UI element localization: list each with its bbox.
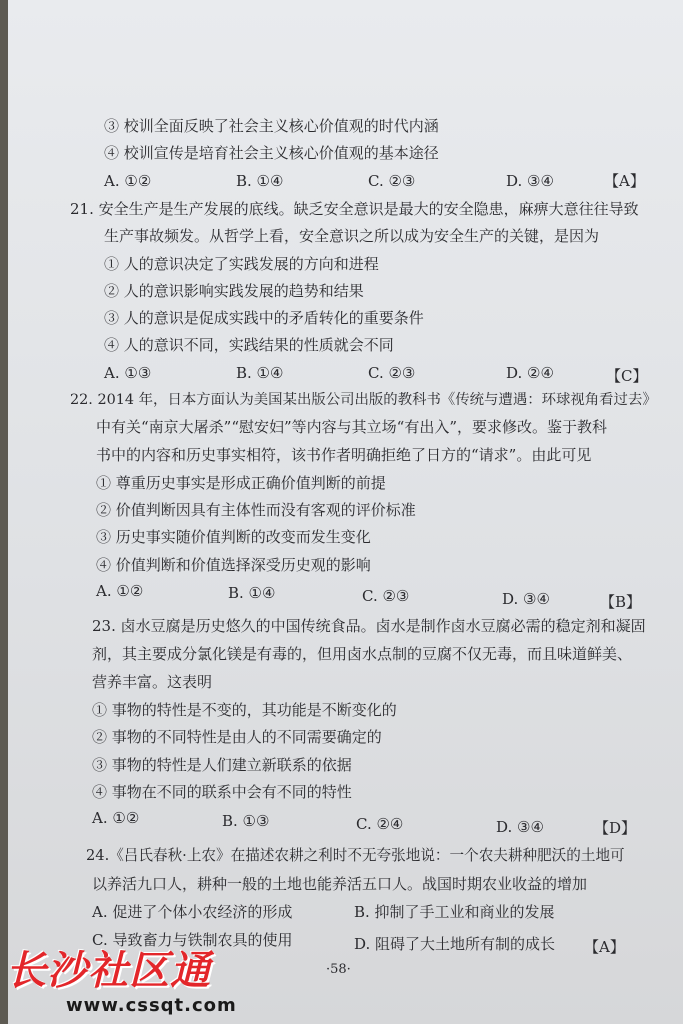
q22-item-1: ① 尊重历史事实是形成正确价值判断的前提 [96,474,386,492]
q21-stem-line-1: 21. 安全生产是生产发展的底线。缺乏安全意识是最大的安全隐患，麻痹大意往往导致 [70,200,639,218]
q23-option-d: D. ③④ [496,818,544,836]
q21-item-3: ③ 人的意识是促成实践中的矛盾转化的重要条件 [104,309,424,327]
q22-item-2: ② 价值判断因具有主体性而没有客观的评价标准 [96,501,416,519]
q22-stem-line-1: 22. 2014 年，日本方面认为美国某出版公司出版的教科书《传统与遭遇：环球视角看过去》 [70,392,657,408]
site-watermark [6,948,236,1018]
exam-page [8,0,683,1024]
watermark-url: www.cssqt.com [66,995,237,1016]
q23-item-4: ④ 事物在不同的联系中会有不同的特性 [92,783,352,801]
q21-option-b: B. ①④ [236,364,284,382]
q21-stem-line-2: 生产事故频发。从哲学上看，安全意识之所以成为安全生产的关键，是因为 [104,227,600,245]
q20-item-4: ④ 校训宣传是培育社会主义核心价值观的基本途径 [104,144,439,162]
q20-option-b: B. ①④ [236,172,284,190]
q23-option-c: C. ②④ [356,815,404,833]
q22-stem-line-3: 书中的内容和历史事实相符，该书作者明确拒绝了日方的“请求”。由此可见 [96,446,592,464]
q22-answer: 【B】 [600,593,642,611]
q20-option-c: C. ②③ [368,172,416,190]
q21-item-1: ① 人的意识决定了实践发展的方向和进程 [104,255,379,273]
q24-stem-line-1: 24.《吕氏春秋·上农》在描述农耕之利时不无夸张地说：一个农夫耕种肥沃的土地可 [86,847,625,864]
q21-option-c: C. ②③ [368,364,416,382]
q22-option-b: B. ①④ [228,584,276,602]
q23-item-2: ② 事物的不同特性是由人的不同需要确定的 [92,728,382,746]
q21-item-2: ② 人的意识影响实践发展的趋势和结果 [104,282,364,300]
q20-item-3: ③ 校训全面反映了社会主义核心价值观的时代内涵 [104,117,439,135]
q20-option-d: D. ③④ [506,172,554,190]
q24-option-b: B. 抑制了手工业和商业的发展 [354,903,555,921]
q21-option-a: A. ①③ [104,364,152,382]
q24-answer: 【A】 [584,938,625,956]
q24-option-a: A. 促进了个体小农经济的形成 [92,903,293,921]
q23-item-1: ① 事物的特性是不变的，其功能是不断变化的 [92,701,397,719]
watermark-logo-text: 长沙社区通 [6,948,211,994]
q23-stem-line-2: 剂，其主要成分氯化镁是有毒的，但用卤水点制的豆腐不仅无毒，而且味道鲜美、 [92,645,633,663]
q22-item-3: ③ 历史事实随价值判断的改变而发生变化 [96,528,371,546]
q24-stem-line-2: 以养活九口人，耕种一般的土地也能养活五口人。战国时期农业收益的增加 [92,875,588,893]
q22-stem-line-2: 中有关“南京大屠杀”“慰安妇”等内容与其立场“有出入”，要求修改。鉴于教科 [96,418,608,436]
q23-stem-line-3: 营养丰富。这表明 [92,673,213,691]
q20-option-a: A. ①② [104,172,152,190]
q23-stem-line-1: 23. 卤水豆腐是历史悠久的中国传统食品。卤水是制作卤水豆腐必需的稳定剂和凝固 [92,617,646,635]
q21-option-d: D. ②④ [506,364,554,382]
q22-option-d: D. ③④ [502,590,550,608]
q22-option-a: A. ①② [96,582,144,600]
q23-answer: 【D】 [594,819,637,837]
q21-answer: 【C】 [606,367,648,385]
q24-option-d: D. 阻碍了大土地所有制的成长 [354,935,556,953]
page-number: ·58· [326,962,351,977]
q22-item-4: ④ 价值判断和价值选择深受历史观的影响 [96,556,371,574]
q23-option-a: A. ①② [92,809,140,827]
q21-item-4: ④ 人的意识不同，实践结果的性质就会不同 [104,336,394,354]
q23-item-3: ③ 事物的特性是人们建立新联系的依据 [92,756,352,774]
q23-option-b: B. ①③ [222,812,270,830]
q22-option-c: C. ②③ [362,587,410,605]
q24-option-c: C. 导致畜力与铁制农具的使用 [92,931,293,949]
q20-answer: 【A】 [604,172,645,190]
